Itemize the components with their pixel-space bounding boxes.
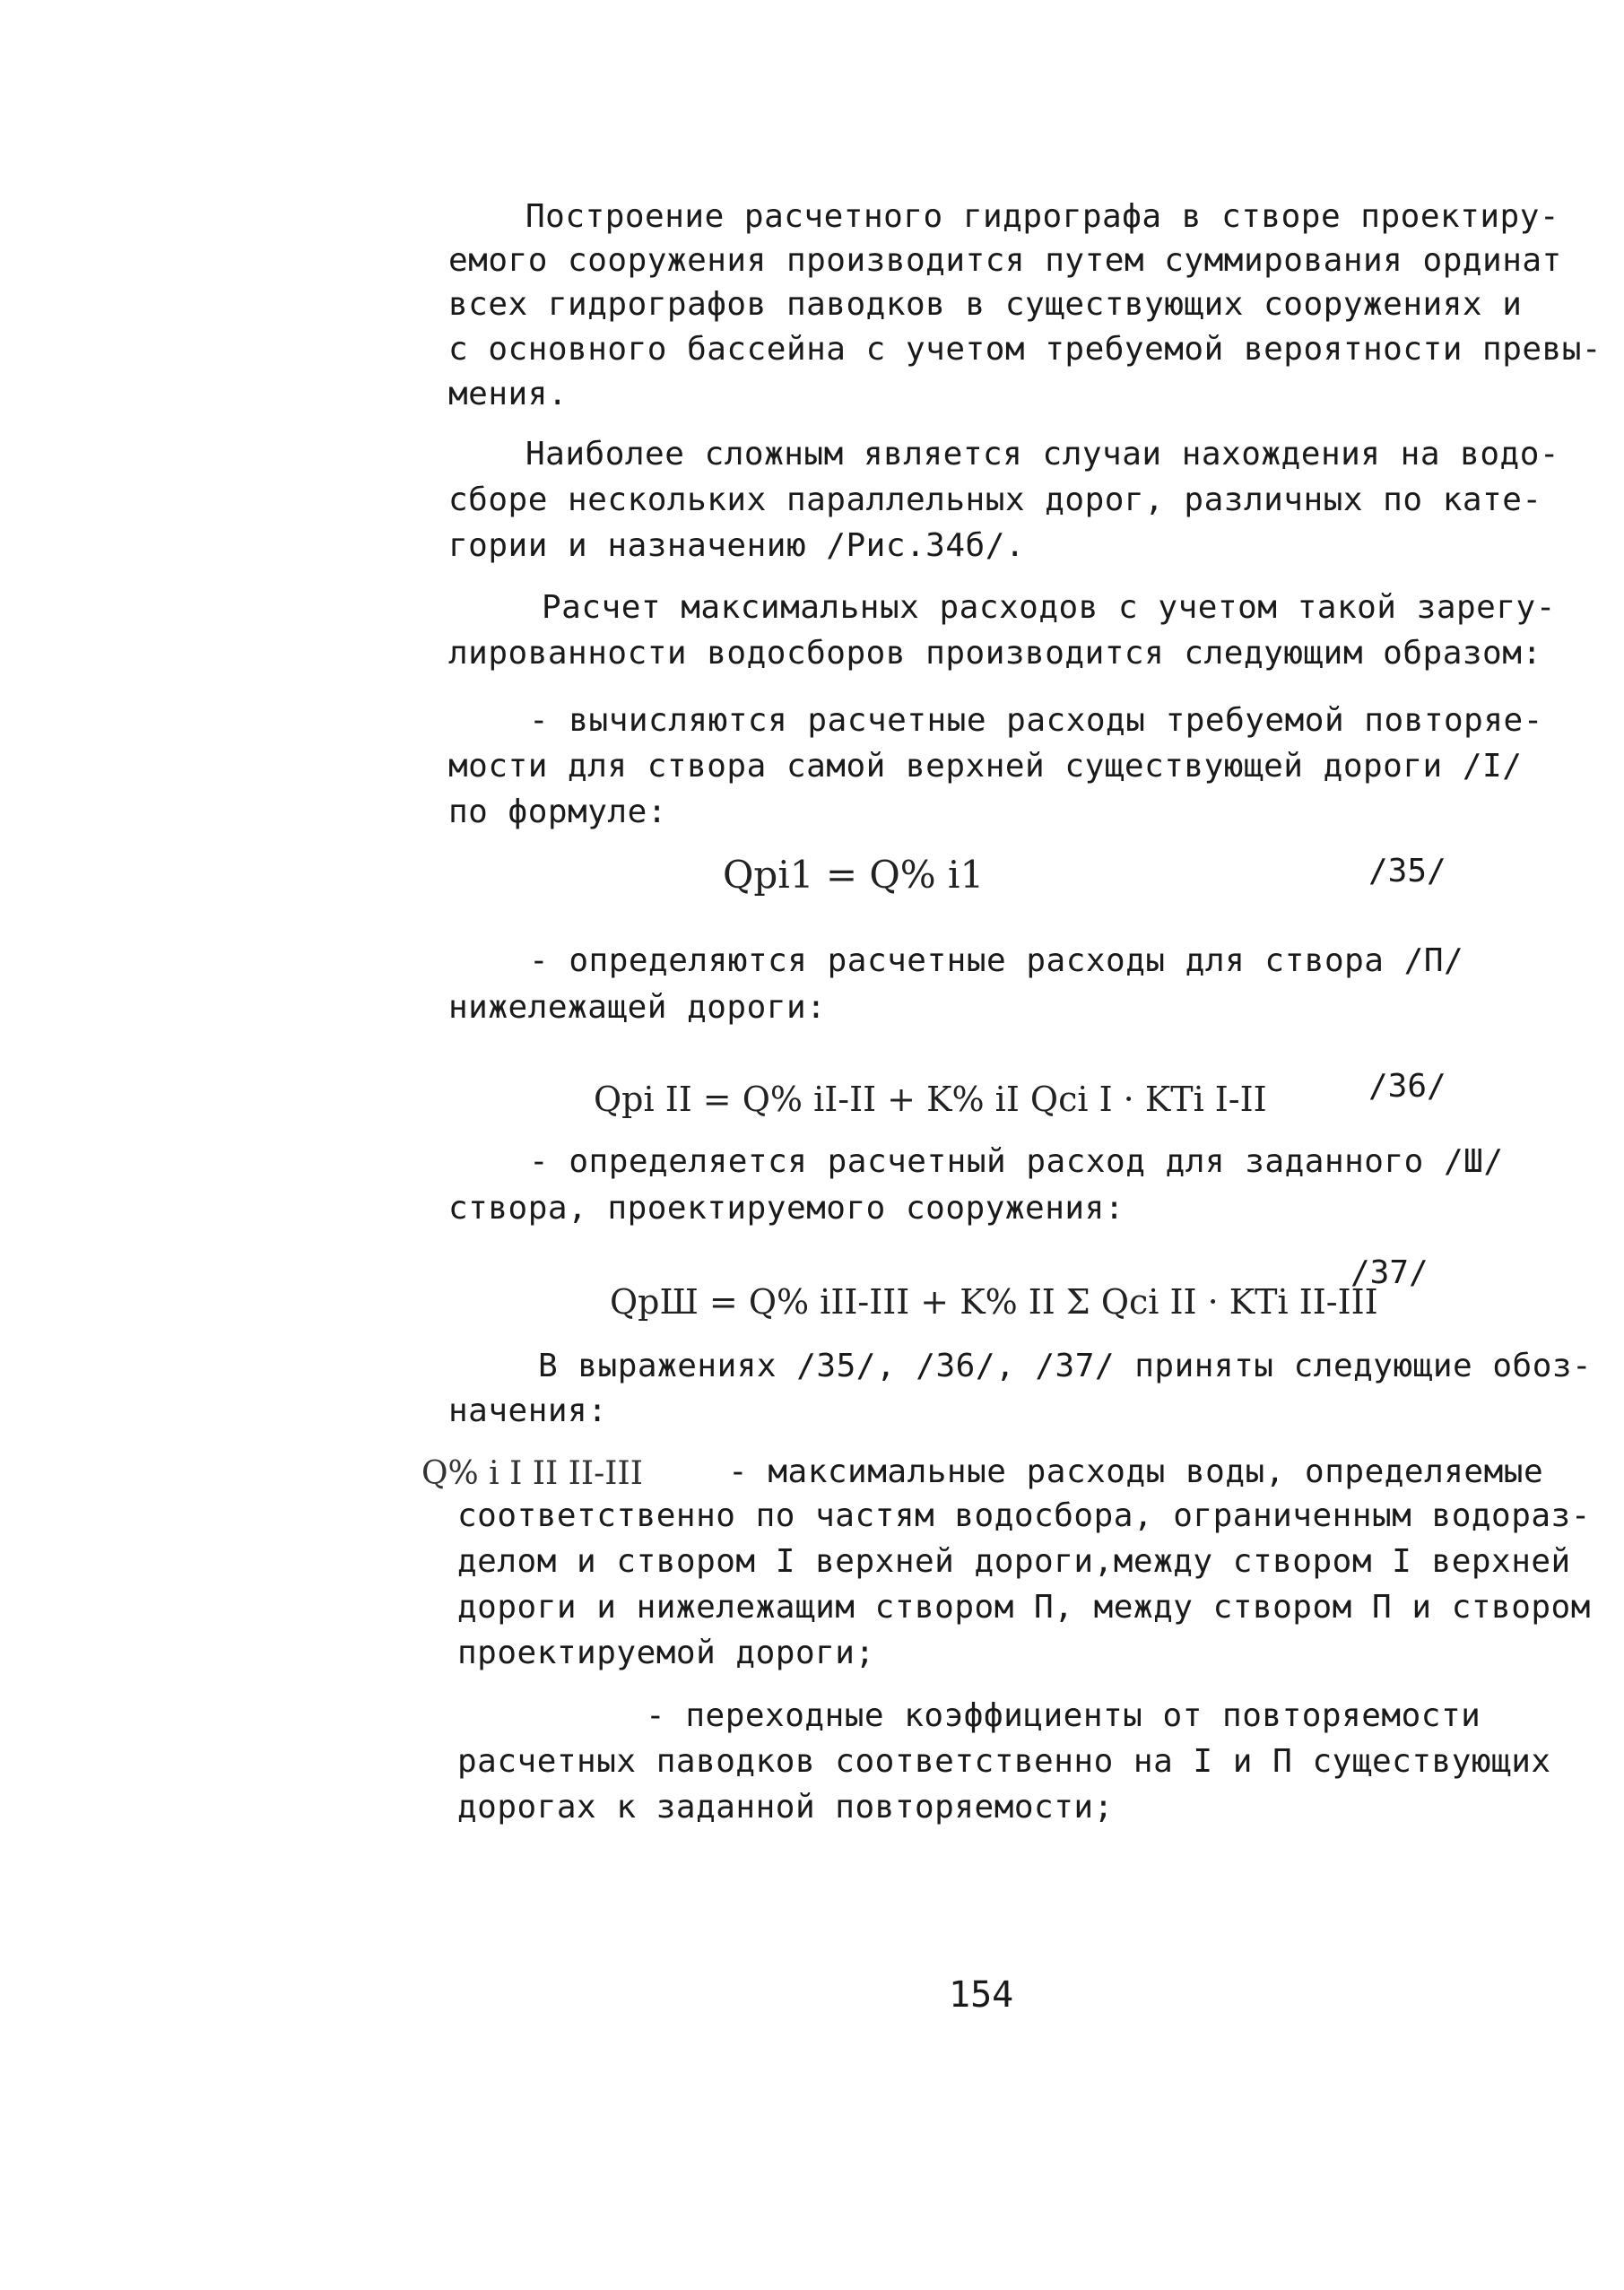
formula-35: Qpi1 = Q% i1 <box>723 853 985 897</box>
formula-36: Qpi II = Q% iI-II + K% iI Qci I · KTi I-II <box>594 1080 1267 1119</box>
definition-1-line-3: делом и створом I верхней дороги,между створом I верхней <box>457 1543 1571 1580</box>
item-2-line-1: - определяются расчетные расходы для створа /П/ <box>529 942 1464 979</box>
definition-2-line-1: - переходные коэффициенты от повторяемости <box>646 1697 1481 1734</box>
paragraph-1-line-2: емого сооружения производится путем суммирования ординат <box>448 242 1562 279</box>
paragraph-3-line-2: лированности водосборов производится следующим образом: <box>448 635 1542 672</box>
definition-2-line-2: расчетных паводков соответственно на I и П существующих <box>457 1743 1551 1780</box>
paragraph-1-line-1: Построение расчетного гидрографа в створе проектиру- <box>525 198 1560 235</box>
formula-37: QpШ = Q% iII-III + K% II Σ Qci II · KTi II-III <box>610 1282 1378 1322</box>
paragraph-3-line-1: Расчет максимальных расходов с учетом такой зарегу- <box>542 589 1556 626</box>
definition-1-line-2: соответственно по частям водосбора, ограниченным водораз- <box>457 1497 1591 1534</box>
paragraph-2-line-2: сборе нескольких параллельных дорог, различных по кате- <box>448 481 1542 518</box>
item-2-line-2: нижележащей дороги: <box>448 989 827 1026</box>
paragraph-4-line-1: В выражениях /35/, /36/, /37/ приняты следующие обоз- <box>538 1348 1593 1384</box>
formula-35-number: /35/ <box>1368 853 1446 889</box>
paragraph-2-line-3: гории и назначению /Рис.34б/. <box>448 527 1026 564</box>
paragraph-1-line-4: с основного бассейна с учетом требуемой вероятности превы- <box>448 331 1602 368</box>
formula-37-number: /37/ <box>1350 1254 1429 1291</box>
page-number: 154 <box>949 1974 1014 2016</box>
item-1-line-2: мости для створа самой верхней существующей дороги /I/ <box>448 748 1523 785</box>
paragraph-2-line-1: Наиболее сложным является случаи нахождения на водо- <box>525 436 1560 473</box>
paragraph-1-line-3: всех гидрографов паводков в существующих сооружениях и <box>448 286 1523 323</box>
item-3-line-2: створа, проектируемого сооружения: <box>448 1190 1125 1227</box>
definition-1-line-5: проектируемой дороги; <box>457 1635 875 1671</box>
definition-1-symbol: Q% i I II II-III <box>421 1455 643 1492</box>
definition-2-line-3: дорогах к заданной повторяемости; <box>457 1789 1114 1826</box>
formula-36-number: /36/ <box>1368 1068 1446 1105</box>
definition-1-line-4: дороги и нижележащим створом П, между створом П и створом <box>457 1589 1591 1626</box>
item-1-line-1: - вычисляются расчетные расходы требуемой повторяе- <box>529 702 1543 739</box>
paragraph-1-line-5: мения. <box>448 376 569 412</box>
item-1-line-3: по формуле: <box>448 794 667 830</box>
paragraph-4-line-2: начения: <box>448 1392 608 1429</box>
definition-1-line-1: - максимальные расходы воды, определяемые <box>728 1453 1544 1490</box>
item-3-line-1: - определяется расчетный расход для заданного /Ш/ <box>529 1143 1504 1180</box>
